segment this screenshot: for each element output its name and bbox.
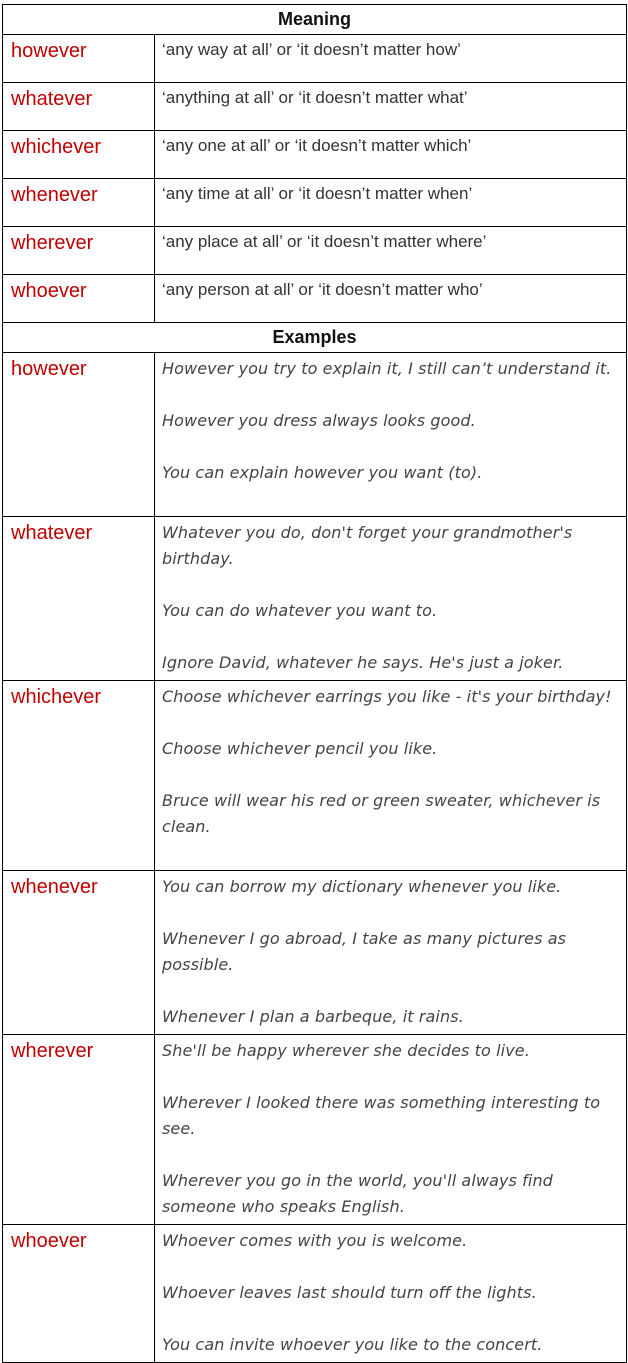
meaning-row-wherever [3, 227, 627, 275]
meaning-text: ‘anything at all’ or ‘it doesn’t matter what’ [155, 83, 627, 131]
examples-cell [155, 871, 627, 1035]
example-sentence: You can do whatever you want to. [162, 601, 438, 620]
meaning-text: ‘any place at all’ or ‘it doesn’t matter where’ [155, 227, 627, 275]
meaning-row-whoever [3, 275, 627, 323]
example-sentence: Choose whichever earrings you like - it's your birthday! [162, 687, 612, 706]
example-sentence: Whenever I plan a barbeque, it rains. [162, 1007, 464, 1026]
meaning-text: ‘any way at all’ or ‘it doesn’t matter how’ [155, 35, 627, 83]
examples-header-row [3, 323, 627, 353]
example-sentence: Whoever comes with you is welcome. [162, 1231, 468, 1250]
example-sentence: However you try to explain it, I still can’t understand it. [162, 359, 612, 378]
examples-cell [155, 1225, 627, 1363]
examples-word: whoever [3, 1225, 155, 1363]
examples-row-however [3, 353, 627, 517]
example-sentence: Whatever you do, don't forget your grandmother's birthday. [162, 523, 573, 568]
examples-row-whichever [3, 681, 627, 871]
examples-word: whichever [3, 681, 155, 871]
example-sentence: Choose whichever pencil you like. [162, 739, 438, 758]
example-sentence: She'll be happy wherever she decides to live. [162, 1041, 530, 1060]
example-sentence: Bruce will wear his red or green sweater, whichever is clean. [162, 791, 601, 836]
examples-header: Examples [3, 323, 627, 353]
meaning-row-whenever [3, 179, 627, 227]
example-sentence: You can borrow my dictionary whenever you like. [162, 877, 562, 896]
example-sentence: However you dress always looks good. [162, 411, 476, 430]
examples-cell [155, 681, 627, 871]
meaning-word: whatever [3, 83, 155, 131]
meaning-row-whichever [3, 131, 627, 179]
meaning-row-however [3, 35, 627, 83]
examples-word: whatever [3, 517, 155, 681]
examples-word: wherever [3, 1035, 155, 1225]
meaning-word: whichever [3, 131, 155, 179]
meaning-text: ‘any time at all’ or ‘it doesn’t matter when’ [155, 179, 627, 227]
meaning-text: ‘any person at all’ or ‘it doesn’t matter who’ [155, 275, 627, 323]
examples-row-wherever [3, 1035, 627, 1225]
example-sentence: Whenever I go abroad, I take as many pictures as possible. [162, 929, 567, 974]
meaning-word: wherever [3, 227, 155, 275]
example-sentence: Wherever you go in the world, you'll always find someone who speaks English. [162, 1171, 553, 1216]
meaning-text: ‘any one at all’ or ‘it doesn’t matter which’ [155, 131, 627, 179]
example-sentence: Wherever I looked there was something interesting to see. [162, 1093, 601, 1138]
examples-row-whatever [3, 517, 627, 681]
examples-row-whenever [3, 871, 627, 1035]
meaning-row-whatever [3, 83, 627, 131]
meaning-word: whoever [3, 275, 155, 323]
examples-word: however [3, 353, 155, 517]
meaning-header-row [3, 5, 627, 35]
examples-cell [155, 1035, 627, 1225]
meaning-word: however [3, 35, 155, 83]
example-sentence: Ignore David, whatever he says. He's just a joker. [162, 653, 564, 672]
examples-cell [155, 517, 627, 681]
example-sentence: Whoever leaves last should turn off the lights. [162, 1283, 537, 1302]
examples-word: whenever [3, 871, 155, 1035]
example-sentence: You can explain however you want (to). [162, 463, 483, 482]
examples-row-whoever [3, 1225, 627, 1363]
meaning-word: whenever [3, 179, 155, 227]
meaning-header: Meaning [3, 5, 627, 35]
example-sentence: You can invite whoever you like to the concert. [162, 1335, 543, 1354]
wh-ever-table [2, 4, 627, 1363]
examples-cell [155, 353, 627, 517]
